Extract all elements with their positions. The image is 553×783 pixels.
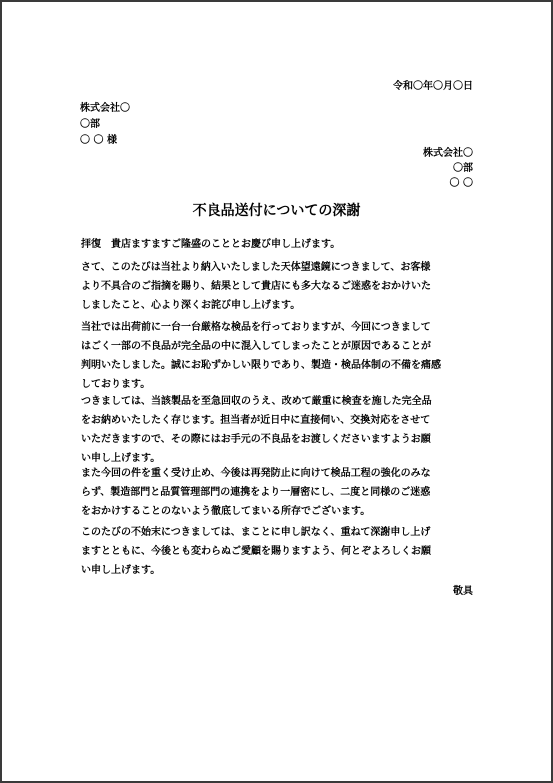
remedy-paragraph [81, 392, 481, 468]
sender-department: 〇部 [453, 163, 473, 174]
recipient-name: 〇 〇 様 [80, 135, 117, 146]
recipient-department: 〇部 [80, 119, 100, 130]
cause-paragraph [81, 318, 481, 394]
paragraph-line: このたびの不始末につきましては、まことに申し訳なく、重ねて深謝申し上げ [81, 527, 431, 538]
paragraph-line: つきましては、当該製品を至急回収のうえ、改めて厳重に検査を施した完全品 [81, 396, 432, 407]
paragraph-line: をお納めいたしたく存じます。担当者が近日中に直接伺い、交換対応をさせて [81, 415, 431, 426]
paragraph-line: はごく一部の不良品が完全品の中に混入してしまったことが原因であることが [81, 341, 431, 352]
closing-paragraph [81, 523, 481, 580]
paragraph-line: また今回の件を重く受け止め、今後は再発防止に向けて検品工程の強化のみな [81, 468, 431, 479]
paragraph-line: 拝復 貴店ますますご隆盛のこととお慶び申し上げます。 [81, 239, 341, 250]
closing-word: 敬具 [453, 586, 473, 597]
paragraph-line: 判明いたしました。誠にお恥ずかしい限りであり、製造・検品体制の不備を痛感 [81, 360, 441, 371]
paragraph-line: ますとともに、今後とも変わらぬご愛顧を賜りますよう、何とぞよろしくお願 [81, 546, 431, 557]
paragraph-line: しております。 [81, 379, 151, 390]
sender-company: 株式会社〇 [423, 148, 473, 159]
paragraph-line: いただきますので、その際にはお手元の不良品をお渡しくださいますようお願 [81, 434, 431, 445]
paragraph-line: より不具合のご指摘を賜り、結果として貴店にも多大なるご迷惑をおかけいた [81, 281, 431, 292]
prevention-paragraph [81, 464, 481, 521]
paragraph-line: い申し上げます。 [81, 565, 161, 576]
apology-paragraph [81, 258, 481, 315]
paragraph-line: をおかけすることのないよう徹底してまいる所存でございます。 [81, 506, 371, 517]
greeting-paragraph [81, 235, 481, 254]
letter-date: 令和〇年〇月〇日 [393, 81, 473, 92]
letter-title: 不良品送付についての深謝 [192, 203, 361, 219]
recipient-company: 株式会社〇 [80, 103, 130, 114]
paragraph-line: い申し上げます。 [81, 453, 161, 464]
paragraph-line: らず、製造部門と品質管理部門の連携をより一層密にし、二度と同様のご迷惑 [81, 487, 431, 498]
sender-name: 〇 〇 [449, 178, 473, 189]
paragraph-line: しましたこと、心より深くお詫び申し上げます。 [81, 300, 301, 311]
paragraph-line: さて、このたびは当社より納入いたしました天体望遠鏡につきまして、お客様 [81, 262, 431, 273]
paragraph-line: 当社では出荷前に一台一台厳格な検品を行っておりますが、今回につきまして [81, 322, 431, 333]
